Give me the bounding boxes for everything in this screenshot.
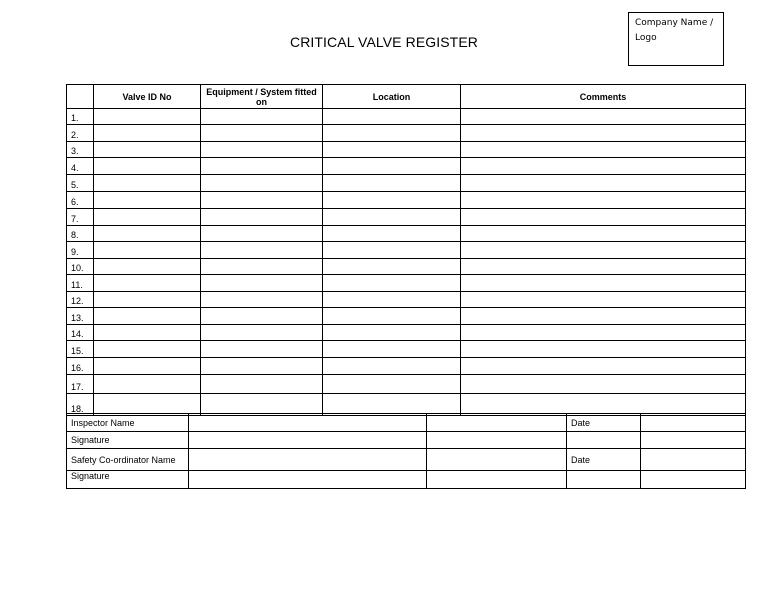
valve-id-cell[interactable] (94, 242, 201, 259)
location-cell[interactable] (323, 158, 461, 175)
table-row (67, 226, 746, 242)
inspector-signature-field[interactable] (189, 432, 427, 449)
comments-cell[interactable] (461, 259, 746, 275)
valve-id-cell[interactable] (94, 358, 201, 375)
equipment-cell[interactable] (201, 292, 323, 308)
row-number: 5. (67, 175, 94, 192)
safety-coordinator-date-label: Date (567, 449, 641, 471)
comments-cell[interactable] (461, 226, 746, 242)
column-header-equipment: Equipment / System fitted on (201, 85, 323, 109)
table-row (67, 325, 746, 341)
valve-id-cell[interactable] (94, 375, 201, 394)
location-cell[interactable] (323, 358, 461, 375)
comments-cell[interactable] (461, 375, 746, 394)
safety-coordinator-date-field[interactable] (641, 449, 746, 471)
comments-cell[interactable] (461, 242, 746, 259)
valve-id-cell[interactable] (94, 275, 201, 292)
table-row (67, 308, 746, 325)
safety-coordinator-signature-field[interactable] (189, 471, 427, 489)
row-number: 10. (67, 259, 94, 275)
valve-id-cell[interactable] (94, 259, 201, 275)
row-number: 4. (67, 158, 94, 175)
valve-id-cell[interactable] (94, 209, 201, 226)
row-number: 1. (67, 109, 94, 125)
table-row (67, 292, 746, 308)
row-number: 16. (67, 358, 94, 375)
valve-id-cell[interactable] (94, 325, 201, 341)
location-cell[interactable] (323, 375, 461, 394)
valve-id-cell[interactable] (94, 192, 201, 209)
location-cell[interactable] (323, 175, 461, 192)
safety-coordinator-name-field[interactable] (189, 449, 427, 471)
row-number: 13. (67, 308, 94, 325)
register-body (67, 109, 746, 416)
table-row (67, 125, 746, 142)
inspector-name-label: Inspector Name (67, 414, 189, 432)
table-row (67, 341, 746, 358)
table-row (67, 209, 746, 226)
equipment-cell[interactable] (201, 158, 323, 175)
valve-id-cell[interactable] (94, 142, 201, 158)
location-cell[interactable] (323, 259, 461, 275)
column-header-location: Location (323, 85, 461, 109)
inspector-date-label: Date (567, 414, 641, 432)
table-row (67, 358, 746, 375)
safety-coordinator-signature-extra-field[interactable] (427, 471, 567, 489)
comments-cell[interactable] (461, 325, 746, 341)
valve-id-cell[interactable] (94, 226, 201, 242)
comments-cell[interactable] (461, 142, 746, 158)
signoff-table (66, 413, 746, 489)
equipment-cell[interactable] (201, 209, 323, 226)
comments-cell[interactable] (461, 175, 746, 192)
comments-cell[interactable] (461, 292, 746, 308)
location-cell[interactable] (323, 325, 461, 341)
valve-id-cell[interactable] (94, 109, 201, 125)
row-number: 15. (67, 341, 94, 358)
equipment-cell[interactable] (201, 358, 323, 375)
comments-cell[interactable] (461, 125, 746, 142)
table-row (67, 158, 746, 175)
row-number: 8. (67, 226, 94, 242)
location-cell[interactable] (323, 308, 461, 325)
column-header-number (67, 85, 94, 109)
location-cell[interactable] (323, 125, 461, 142)
equipment-cell[interactable] (201, 375, 323, 394)
location-cell[interactable] (323, 109, 461, 125)
safety-coordinator-label: Safety Co-ordinator Name (67, 449, 189, 471)
valve-id-cell[interactable] (94, 158, 201, 175)
company-logo-placeholder: Company Name / Logo (628, 12, 724, 66)
inspector-signature-extra-field[interactable] (427, 432, 567, 449)
comments-cell[interactable] (461, 158, 746, 175)
comments-cell[interactable] (461, 209, 746, 226)
location-cell[interactable] (323, 242, 461, 259)
equipment-cell[interactable] (201, 275, 323, 292)
comments-cell[interactable] (461, 341, 746, 358)
column-header-valve-id: Valve ID No (94, 85, 201, 109)
inspector-extra-field[interactable] (427, 414, 567, 432)
equipment-cell[interactable] (201, 325, 323, 341)
safety-coordinator-signature-date-blank[interactable] (567, 471, 641, 489)
equipment-cell[interactable] (201, 125, 323, 142)
page-title: CRITICAL VALVE REGISTER (290, 34, 478, 50)
comments-cell[interactable] (461, 358, 746, 375)
signoff-row-inspector (67, 414, 746, 432)
signoff-row-signature-1 (67, 432, 746, 449)
row-number: 7. (67, 209, 94, 226)
comments-cell[interactable] (461, 275, 746, 292)
table-row (67, 242, 746, 259)
row-number: 14. (67, 325, 94, 341)
equipment-cell[interactable] (201, 109, 323, 125)
row-number: 11. (67, 275, 94, 292)
table-row (67, 259, 746, 275)
valve-id-cell[interactable] (94, 292, 201, 308)
comments-cell[interactable] (461, 308, 746, 325)
valve-id-cell[interactable] (94, 125, 201, 142)
location-cell[interactable] (323, 142, 461, 158)
inspector-date-field[interactable] (641, 414, 746, 432)
equipment-cell[interactable] (201, 341, 323, 358)
equipment-cell[interactable] (201, 175, 323, 192)
inspector-signature-date-blank[interactable] (567, 432, 641, 449)
table-row (67, 192, 746, 209)
equipment-cell[interactable] (201, 308, 323, 325)
inspector-name-field[interactable] (189, 414, 427, 432)
safety-coordinator-signature-label: Signature (67, 471, 189, 489)
location-cell[interactable] (323, 226, 461, 242)
row-number: 9. (67, 242, 94, 259)
safety-coordinator-signature-extra-blank[interactable] (641, 471, 746, 489)
equipment-cell[interactable] (201, 259, 323, 275)
row-number: 3. (67, 142, 94, 158)
inspector-signature-label: Signature (67, 432, 189, 449)
safety-coordinator-extra-field[interactable] (427, 449, 567, 471)
table-row (67, 175, 746, 192)
table-row (67, 375, 746, 394)
valve-register-table (66, 84, 746, 416)
location-cell[interactable] (323, 209, 461, 226)
equipment-cell[interactable] (201, 142, 323, 158)
equipment-cell[interactable] (201, 242, 323, 259)
register-header-row (67, 85, 746, 109)
row-number: 2. (67, 125, 94, 142)
location-cell[interactable] (323, 292, 461, 308)
inspector-signature-extra-blank[interactable] (641, 432, 746, 449)
comments-cell[interactable] (461, 109, 746, 125)
location-cell[interactable] (323, 341, 461, 358)
row-number: 17. (67, 375, 94, 394)
valve-id-cell[interactable] (94, 308, 201, 325)
valve-id-cell[interactable] (94, 341, 201, 358)
signoff-row-safety-coordinator (67, 449, 746, 471)
table-row (67, 109, 746, 125)
equipment-cell[interactable] (201, 192, 323, 209)
column-header-comments: Comments (461, 85, 746, 109)
signoff-row-signature-2 (67, 471, 746, 489)
row-number: 12. (67, 292, 94, 308)
row-number: 18. (67, 394, 94, 416)
comments-cell[interactable] (461, 192, 746, 209)
table-row (67, 275, 746, 292)
location-cell[interactable] (323, 192, 461, 209)
valve-id-cell[interactable] (94, 175, 201, 192)
row-number: 6. (67, 192, 94, 209)
table-row (67, 142, 746, 158)
equipment-cell[interactable] (201, 226, 323, 242)
location-cell[interactable] (323, 275, 461, 292)
